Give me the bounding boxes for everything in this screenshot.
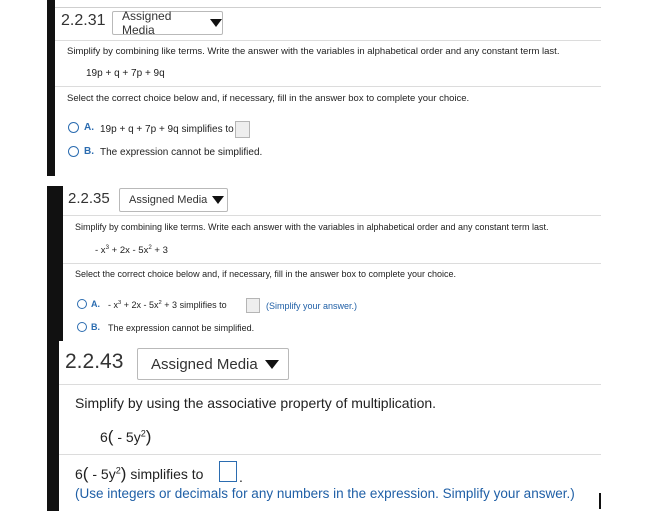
option-b-letter: B. — [91, 322, 100, 332]
expression-part: + 3 — [161, 300, 178, 310]
assigned-media-label: Assigned Media — [129, 194, 208, 206]
option-a-radio[interactable] — [77, 299, 87, 309]
assigned-media-label: Assigned Media — [122, 9, 172, 37]
coefficient: 6 — [75, 466, 83, 482]
expression-part: + 2x - 5x — [109, 245, 149, 256]
instruction-text: Simplify by combining like terms. Write each answer with the variables in alphabetical order and any constant term last. — [75, 222, 549, 232]
option-b-letter: B. — [84, 146, 94, 157]
option-a-text: 19p + q + 7p + 9q simplifies to — [100, 124, 234, 135]
divider — [59, 384, 601, 385]
answer-box[interactable] — [219, 461, 237, 482]
divider — [63, 215, 601, 216]
expression-part: - x — [95, 245, 106, 256]
expression-part: - 5y — [113, 429, 141, 445]
exponent: 3 — [105, 243, 109, 251]
select-instruction: Select the correct choice below and, if necessary, fill in the answer box to complete your choice. — [67, 93, 470, 104]
caret-down-icon — [265, 360, 279, 369]
expression-part: + 3 — [151, 245, 168, 256]
top-border — [55, 7, 601, 8]
open-paren: ( — [82, 464, 89, 483]
exponent: 3 — [118, 300, 122, 306]
instruction-text: Simplify by using the associative property of multiplication. — [75, 395, 437, 411]
assigned-media-dropdown[interactable] — [112, 11, 223, 35]
coefficient: 6 — [100, 429, 108, 445]
right-edge-mark — [599, 493, 601, 509]
expression — [95, 245, 168, 256]
option-b-text: The expression cannot be simplified. — [100, 147, 263, 158]
option-a-letter: A. — [84, 122, 94, 133]
caret-down-icon — [212, 196, 224, 204]
period: . — [239, 469, 243, 485]
assigned-media-dropdown[interactable] — [119, 188, 228, 212]
left-border — [47, 0, 55, 176]
option-b-radio[interactable] — [68, 146, 79, 157]
option-a-expression — [108, 300, 227, 310]
assigned-media-dropdown[interactable] — [137, 348, 289, 380]
close-paren: ) — [145, 427, 152, 446]
expression-part: - 5y — [88, 466, 116, 482]
left-border — [47, 186, 63, 341]
question-number: 2.2.35 — [68, 190, 110, 207]
close-paren: ) — [120, 464, 127, 483]
exponent: 2 — [140, 428, 146, 439]
answer-line — [75, 464, 203, 484]
expression-part: + 2x - 5x — [121, 300, 159, 310]
assigned-media-label: Assigned Media — [151, 355, 258, 373]
caret-down-icon — [210, 19, 222, 27]
expression — [100, 427, 151, 447]
simplify-note: (Simplify your answer.) — [266, 301, 358, 311]
left-border — [47, 341, 59, 511]
simplifies-to-text: simplifies to — [130, 466, 204, 482]
option-b-radio[interactable] — [77, 322, 87, 332]
question-panel-2-2-31 — [47, 0, 601, 176]
open-paren: ( — [107, 427, 114, 446]
divider — [55, 86, 601, 87]
divider — [55, 40, 601, 41]
simplifies-to-text: simplifies to — [179, 300, 227, 310]
exponent: 2 — [115, 465, 121, 476]
divider — [59, 454, 601, 455]
option-a-letter: A. — [91, 299, 100, 309]
exponent: 2 — [148, 243, 152, 251]
exponent: 2 — [158, 300, 162, 306]
divider — [63, 263, 601, 264]
expression-part: - x — [108, 300, 118, 310]
option-b-text: The expression cannot be simplified. — [108, 323, 255, 333]
question-panel-2-2-43 — [47, 341, 601, 511]
expression: 19p + q + 7p + 9q — [86, 68, 165, 79]
hint-note: (Use integers or decimals for any numbers in the expression. Simplify your answer.) — [75, 486, 575, 501]
question-number: 2.2.43 — [65, 350, 124, 373]
instruction-text: Simplify by combining like terms. Write the answer with the variables in alphabetical order and any constant term last. — [67, 46, 560, 57]
answer-box[interactable] — [235, 121, 250, 138]
answer-box[interactable] — [246, 298, 260, 313]
question-number: 2.2.31 — [61, 12, 106, 29]
option-a-radio[interactable] — [68, 122, 79, 133]
question-panel-2-2-35 — [47, 186, 601, 341]
select-instruction: Select the correct choice below and, if necessary, fill in the answer box to complete your choice. — [75, 269, 457, 279]
